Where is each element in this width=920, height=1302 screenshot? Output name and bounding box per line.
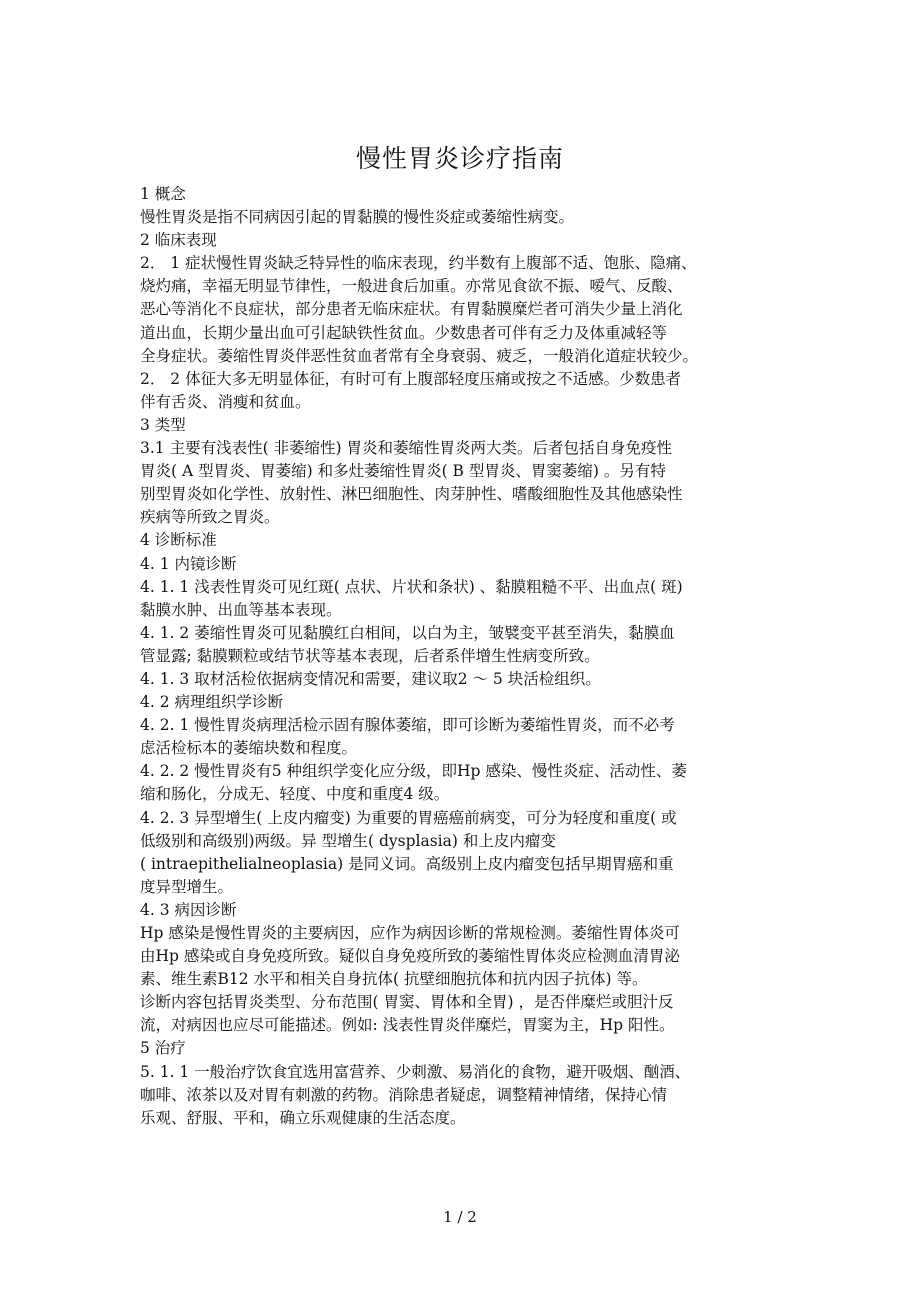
text-line: 慢性胃炎是指不同病因引起的胃黏膜的慢性炎症或萎缩性病变。: [140, 208, 575, 227]
text-line: 低级别和高级别)两级。异 型增生( dysplasia) 和上皮内瘤变: [140, 831, 556, 850]
text-line: 素、维生素B12 水平和相关自身抗体( 抗壁细胞抗体和抗内因子抗体) 等。: [140, 970, 648, 989]
text-line: 道出血，长期少量出血可引起缺铁性贫血。少数患者可伴有乏力及体重减轻等: [140, 323, 668, 342]
text-line: Hp 感染是慢性胃炎的主要病因，应作为病因诊断的常规检测。萎缩性胃体炎可: [140, 924, 680, 942]
text-line: 虑活检标本的萎缩块数和程度。: [140, 739, 358, 758]
text-line: 诊断内容包括胃炎类型、分布范围( 胃窦、胃体和全胃) ，是否伴糜烂或胆汁反: [140, 993, 674, 1012]
text-line: 咖啡、浓茶以及对胃有刺激的药物。消除患者疑虑，调整精神情绪，保持心情: [140, 1085, 668, 1104]
text-line: 2 临床表现: [140, 231, 217, 250]
text-line: 缩和肠化，分成无、轻度、中度和重度4 级。: [140, 785, 450, 804]
text-line: 管显露; 黏膜颗粒或结节状等基本表现，后者系伴增生性病变所致。: [140, 646, 600, 665]
text-line: 1 概念: [140, 185, 186, 203]
text-line: 2． 1 症状慢性胃炎缺乏特异性的临床表现，约半数有上腹部不适、饱胀、隐痛、: [140, 254, 697, 273]
text-line: 4. 3 病因诊断: [140, 900, 237, 919]
text-line: 5. 1. 1 一般治疗饮食宜选用富营养、少刺激、易消化的食物，避开吸烟、酗酒、: [140, 1062, 691, 1081]
text-line: 黏膜水肿、出血等基本表现。: [140, 600, 342, 619]
page-number: 1 / 2: [443, 1208, 477, 1226]
text-line: 4. 2 病理组织学诊断: [140, 693, 284, 712]
text-line: 流，对病因也应尽可能描述。例如: 浅表性胃炎伴糜烂，胃窦为主，Hp 阳性。: [140, 1016, 675, 1035]
text-line: 恶心等消化不良症状，部分患者无临床症状。有胃黏膜糜烂者可消失少量上消化: [140, 300, 683, 319]
text-line: 疾病等所致之胃炎。: [140, 508, 280, 527]
text-line: 4. 1. 2 萎缩性胃炎可见黏膜红白相间，以白为主，皱襞变平甚至消失，黏膜血: [140, 623, 675, 642]
text-line: 伴有舌炎、消瘦和贫血。: [140, 392, 311, 411]
text-line: 4. 1. 3 取材活检依据病变情况和需要，建议取2 ～ 5 块活检组织。: [140, 669, 601, 688]
text-line: 烧灼痛，幸福无明显节律性，一般进食后加重。亦常见食欲不振、嗳气、反酸、: [140, 277, 683, 296]
text-line: 4 诊断标准: [140, 531, 217, 550]
text-line: 3.1 主要有浅表性( 非萎缩性) 胃炎和萎缩性胃炎两大类。后者包括自身免疫性: [140, 439, 673, 458]
text-line: 5 治疗: [140, 1039, 186, 1058]
text-line: 4. 1 内镜诊断: [140, 554, 237, 573]
text-line: 2． 2 体征大多无明显体征，有时可有上腹部轻度压痛或按之不适感。少数患者: [140, 369, 682, 388]
text-line: 别型胃炎如化学性、放射性、淋巴细胞性、肉芽肿性、嗜酸细胞性及其他感染性: [140, 485, 683, 504]
text-line: 4. 2. 2 慢性胃炎有5 种组织学变化应分级，即Hp 感染、慢性炎症、活动性、萎: [140, 762, 687, 781]
text-line: ( intraepithelialneoplasia) 是同义词。高级别上皮内瘤变包括早期胃癌和重: [140, 854, 674, 873]
document-body: [140, 183, 790, 1130]
text-line: 4. 2. 1 慢性胃炎病理活检示固有腺体萎缩，即可诊断为萎缩性胃炎，而不必考: [140, 716, 675, 735]
text-line: 4. 2. 3 异型增生( 上皮内瘤变) 为重要的胃癌癌前病变，可分为轻度和重度( 或: [140, 808, 677, 827]
text-line: 度异型增生。: [140, 877, 234, 896]
text-line: 4. 1. 1 浅表性胃炎可见红斑( 点状、片状和条状) 、黏膜粗糙不平、出血点( 斑): [140, 577, 683, 596]
text-line: 乐观、舒服、平和，确立乐观健康的生活态度。: [140, 1108, 466, 1127]
text-line: 胃炎( A 型胃炎、胃萎缩) 和多灶萎缩性胃炎( B 型胃炎、胃窦萎缩) 。另有特: [140, 462, 666, 481]
document-title: 慢性胃炎诊疗指南: [355, 144, 564, 173]
text-line: 3 类型: [140, 415, 186, 434]
text-line: 全身症状。萎缩性胃炎伴恶性贫血者常有全身衰弱、疲乏，一般消化道症状较少。: [140, 346, 699, 365]
text-line: 由Hp 感染或自身免疫所致。疑似自身免疫所致的萎缩性胃体炎应检测血清胃泌: [140, 947, 680, 966]
